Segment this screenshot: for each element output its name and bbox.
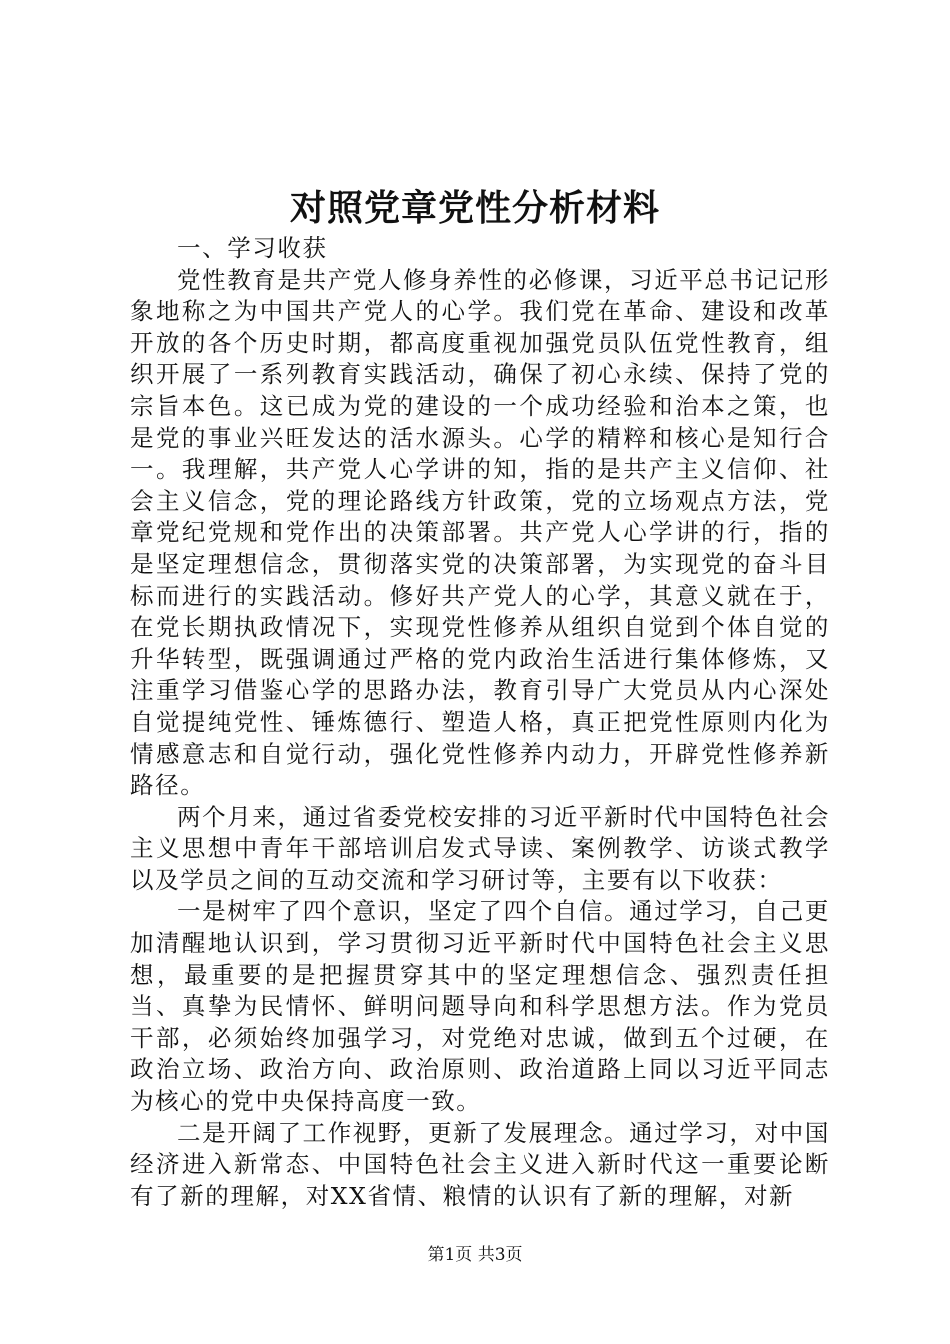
- paragraph: 两个月来，通过省委党校安排的习近平新时代中国特色社会主义思想中青年干部培训启发式导读、案例教学、访谈式教学以及学员之间的互动交流和学习研讨等，主要有以下收获：: [130, 802, 830, 894]
- paragraph: 党性教育是共产党人修身养性的必修课，习近平总书记记形象地称之为中国共产党人的心学。我们党在革命、建设和改革开放的各个历史时期，都高度重视加强党员队伍党性教育，组织开展了一系列教育实践活动，确保了初心永续、保持了党的宗旨本色。这已成为党的建设的一个成功经验和治本之策，也是党的事业兴旺发达的活水源头。心学的精粹和核心是知行合一。我理解，共产党人心学讲的知，指的是共产主义信仰、社会主义信念，党的理论路线方针政策，党的立场观点方法，党章党纪党规和党作出的决策部署。共产党人心学讲的行，指的是坚定理想信念，贯彻落实党的决策部署，为实现党的奋斗目标而进行的实践活动。修好共产党人的心学，其意义就在于，在党长期执政情况下，实现党性修养从组织自觉到个体自觉的升华转型，既强调通过严格的党内政治生活进行集体修炼，又注重学习借鉴心学的思路办法，教育引导广大党员从内心深处自觉提纯党性、锤炼德行、塑造人格，真正把党性原则内化为情感意志和自觉行动，强化党性修养内动力，开辟党性修养新路径。: [130, 265, 830, 800]
- page-footer: 第1页 共3页: [427, 1245, 523, 1265]
- document-title: 对照党章党性分析材料: [289, 187, 660, 229]
- paragraph: 一是树牢了四个意识，坚定了四个自信。通过学习，自己更加清醒地认识到，学习贯彻习近平新时代中国特色社会主义思想，最重要的是把握贯穿其中的坚定理想信念、强烈责任担当、真挚为民情怀、鲜明问题导向和科学思想方法。作为党员干部，必须始终加强学习，对党绝对忠诚，做到五个过硬，在政治立场、政治方向、政治原则、政治道路上同以习近平同志为核心的党中央保持高度一致。: [130, 897, 830, 1116]
- document-body: [130, 233, 830, 1212]
- paragraph: 二是开阔了工作视野，更新了发展理念。通过学习，对中国经济进入新常态、中国特色社会主义进入新时代这一重要论断有了新的理解，对XX省情、粮情的认识有了新的理解，对新: [130, 1118, 830, 1210]
- section-heading: 一、学习收获: [177, 234, 328, 262]
